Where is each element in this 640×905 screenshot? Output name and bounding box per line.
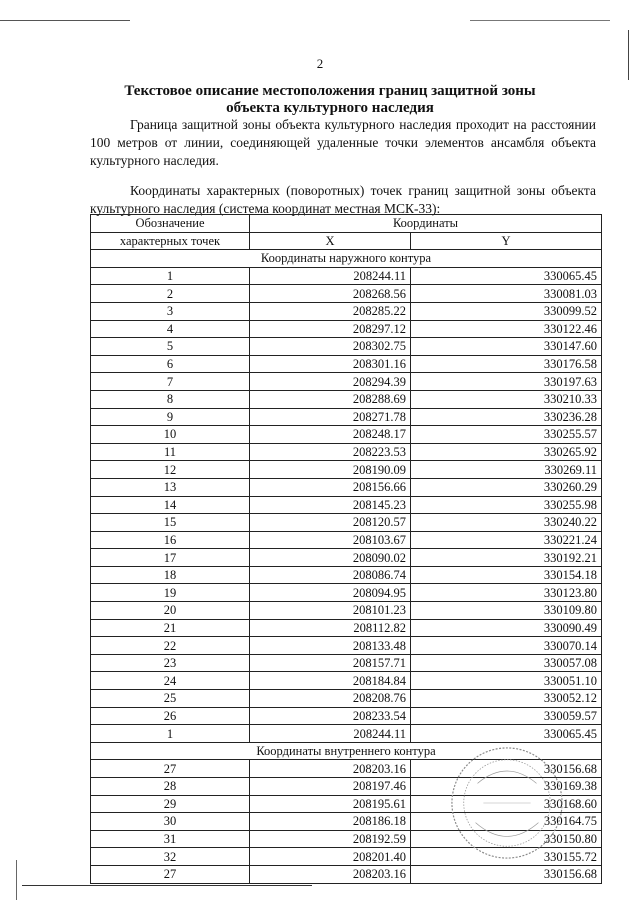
coord-y: 330176.58 xyxy=(411,355,602,373)
coord-x: 208103.67 xyxy=(250,531,411,549)
table-row xyxy=(91,267,602,285)
table-row xyxy=(91,584,602,602)
coord-x: 208192.59 xyxy=(250,830,411,848)
coord-x: 208184.84 xyxy=(250,672,411,690)
header-point-label: Обозначение xyxy=(91,215,250,233)
point-number: 8 xyxy=(91,390,250,408)
point-number: 3 xyxy=(91,302,250,320)
scan-artifact-bottom-line xyxy=(22,885,312,886)
table-row xyxy=(91,461,602,479)
page-number: 2 xyxy=(316,56,324,71)
coord-y: 330240.22 xyxy=(411,514,602,532)
coord-x: 208145.23 xyxy=(250,496,411,514)
header-coordinates: Координаты xyxy=(250,215,602,233)
point-number: 25 xyxy=(91,690,250,708)
point-number: 28 xyxy=(91,778,250,796)
coord-x: 208233.54 xyxy=(250,707,411,725)
point-number: 16 xyxy=(91,531,250,549)
table-row xyxy=(91,813,602,831)
coord-y: 330260.29 xyxy=(411,478,602,496)
coord-x: 208248.17 xyxy=(250,426,411,444)
table-row xyxy=(91,549,602,567)
table-row xyxy=(91,426,602,444)
section-title-outer: Координаты наружного контура xyxy=(91,250,602,268)
coord-y: 330269.11 xyxy=(411,461,602,479)
point-number: 1 xyxy=(91,267,250,285)
point-number: 7 xyxy=(91,373,250,391)
table-row xyxy=(91,602,602,620)
point-number: 14 xyxy=(91,496,250,514)
point-number: 24 xyxy=(91,672,250,690)
coord-y: 330156.68 xyxy=(411,865,602,883)
table-row xyxy=(91,725,602,743)
table-row xyxy=(91,443,602,461)
table-row xyxy=(91,690,602,708)
coord-y: 330052.12 xyxy=(411,690,602,708)
coord-y: 330169.38 xyxy=(411,778,602,796)
coord-x: 208203.16 xyxy=(250,760,411,778)
coord-x: 208285.22 xyxy=(250,302,411,320)
coord-y: 330070.14 xyxy=(411,637,602,655)
point-number: 20 xyxy=(91,602,250,620)
coord-y: 330051.10 xyxy=(411,672,602,690)
document-title-line-2: объекта культурного наследия xyxy=(226,100,434,116)
coord-x: 208208.76 xyxy=(250,690,411,708)
point-number: 12 xyxy=(91,461,250,479)
coord-y: 330168.60 xyxy=(411,795,602,813)
table-row xyxy=(91,531,602,549)
table-row xyxy=(91,566,602,584)
coordinates-intro-paragraph: Координаты характерных (поворотных) точек границ защитной зоны объекта культурного наследия (система координат местная МСК-33): xyxy=(90,183,596,216)
coord-y: 330210.33 xyxy=(411,390,602,408)
coord-y: 330057.08 xyxy=(411,654,602,672)
table-row xyxy=(91,285,602,303)
coord-x: 208203.16 xyxy=(250,865,411,883)
scan-artifact-line xyxy=(470,20,610,21)
coord-y: 330147.60 xyxy=(411,338,602,356)
document-title-line-1: Текстовое описание местоположения границ защитной зоны xyxy=(124,83,536,99)
point-number: 13 xyxy=(91,478,250,496)
point-number: 21 xyxy=(91,619,250,637)
point-number: 5 xyxy=(91,338,250,356)
coord-x: 208112.82 xyxy=(250,619,411,637)
coord-y: 330197.63 xyxy=(411,373,602,391)
coord-y: 330109.80 xyxy=(411,602,602,620)
section-row-outer xyxy=(91,250,602,268)
table-row xyxy=(91,707,602,725)
section-row-inner xyxy=(91,742,602,760)
coord-x: 208157.71 xyxy=(250,654,411,672)
coord-x: 208094.95 xyxy=(250,584,411,602)
table-header-row xyxy=(91,232,602,250)
scan-artifact-edge xyxy=(628,30,629,80)
table-row xyxy=(91,672,602,690)
coordinates-table xyxy=(90,214,602,884)
header-x: X xyxy=(250,232,411,250)
table-row xyxy=(91,830,602,848)
description-paragraph: Граница защитной зоны объекта культурного наследия проходит на расстоянии 100 метров от линии, соединяющей удаленные точки элементов ансамбля объекта культурного наследия. xyxy=(90,117,596,168)
coord-x: 208190.09 xyxy=(250,461,411,479)
coord-x: 208156.66 xyxy=(250,478,411,496)
coord-y: 330255.98 xyxy=(411,496,602,514)
point-number: 27 xyxy=(91,760,250,778)
coord-y: 330150.80 xyxy=(411,830,602,848)
table-row xyxy=(91,848,602,866)
coord-y: 330065.45 xyxy=(411,267,602,285)
table-row xyxy=(91,778,602,796)
table-row xyxy=(91,302,602,320)
coord-y: 330255.57 xyxy=(411,426,602,444)
table-row xyxy=(91,619,602,637)
section-title-inner: Координаты внутреннего контура xyxy=(91,742,602,760)
coord-x: 208288.69 xyxy=(250,390,411,408)
coord-x: 208201.40 xyxy=(250,848,411,866)
coord-y: 330081.03 xyxy=(411,285,602,303)
point-number: 19 xyxy=(91,584,250,602)
point-number: 10 xyxy=(91,426,250,444)
table-row xyxy=(91,408,602,426)
coord-y: 330059.57 xyxy=(411,707,602,725)
coord-x: 208301.16 xyxy=(250,355,411,373)
point-number: 31 xyxy=(91,830,250,848)
header-y: Y xyxy=(411,232,602,250)
coord-y: 330192.21 xyxy=(411,549,602,567)
coord-y: 330065.45 xyxy=(411,725,602,743)
scan-artifact-line xyxy=(0,20,130,21)
coord-x: 208294.39 xyxy=(250,373,411,391)
coord-x: 208186.18 xyxy=(250,813,411,831)
table-row xyxy=(91,373,602,391)
table-row xyxy=(91,760,602,778)
point-number: 23 xyxy=(91,654,250,672)
point-number: 2 xyxy=(91,285,250,303)
point-number: 26 xyxy=(91,707,250,725)
point-number: 30 xyxy=(91,813,250,831)
point-number: 9 xyxy=(91,408,250,426)
point-number: 1 xyxy=(91,725,250,743)
point-number: 6 xyxy=(91,355,250,373)
table-row xyxy=(91,320,602,338)
coord-y: 330156.68 xyxy=(411,760,602,778)
header-point-label-2: характерных точек xyxy=(91,232,250,250)
point-number: 4 xyxy=(91,320,250,338)
point-number: 22 xyxy=(91,637,250,655)
coord-y: 330236.28 xyxy=(411,408,602,426)
coord-x: 208197.46 xyxy=(250,778,411,796)
coord-x: 208302.75 xyxy=(250,338,411,356)
table-row xyxy=(91,865,602,883)
coord-x: 208271.78 xyxy=(250,408,411,426)
coord-y: 330155.72 xyxy=(411,848,602,866)
coord-y: 330154.18 xyxy=(411,566,602,584)
coord-x: 208101.23 xyxy=(250,602,411,620)
coord-y: 330090.49 xyxy=(411,619,602,637)
point-number: 32 xyxy=(91,848,250,866)
point-number: 18 xyxy=(91,566,250,584)
coord-x: 208133.48 xyxy=(250,637,411,655)
table-row xyxy=(91,496,602,514)
coord-x: 208086.74 xyxy=(250,566,411,584)
coord-y: 330265.92 xyxy=(411,443,602,461)
table-row xyxy=(91,654,602,672)
point-number: 29 xyxy=(91,795,250,813)
scan-artifact-left-edge xyxy=(16,860,17,900)
coord-x: 208244.11 xyxy=(250,267,411,285)
table-row xyxy=(91,478,602,496)
table-header-row xyxy=(91,215,602,233)
coord-x: 208090.02 xyxy=(250,549,411,567)
table-row xyxy=(91,338,602,356)
point-number: 27 xyxy=(91,865,250,883)
table-row xyxy=(91,637,602,655)
point-number: 11 xyxy=(91,443,250,461)
point-number: 15 xyxy=(91,514,250,532)
point-number: 17 xyxy=(91,549,250,567)
table-row xyxy=(91,514,602,532)
table-row xyxy=(91,795,602,813)
coord-y: 330123.80 xyxy=(411,584,602,602)
table-row xyxy=(91,390,602,408)
coord-y: 330164.75 xyxy=(411,813,602,831)
coord-x: 208244.11 xyxy=(250,725,411,743)
coord-x: 208297.12 xyxy=(250,320,411,338)
coord-x: 208120.57 xyxy=(250,514,411,532)
coord-x: 208195.61 xyxy=(250,795,411,813)
coord-x: 208268.56 xyxy=(250,285,411,303)
coord-y: 330122.46 xyxy=(411,320,602,338)
coord-x: 208223.53 xyxy=(250,443,411,461)
coord-y: 330099.52 xyxy=(411,302,602,320)
table-row xyxy=(91,355,602,373)
coord-y: 330221.24 xyxy=(411,531,602,549)
